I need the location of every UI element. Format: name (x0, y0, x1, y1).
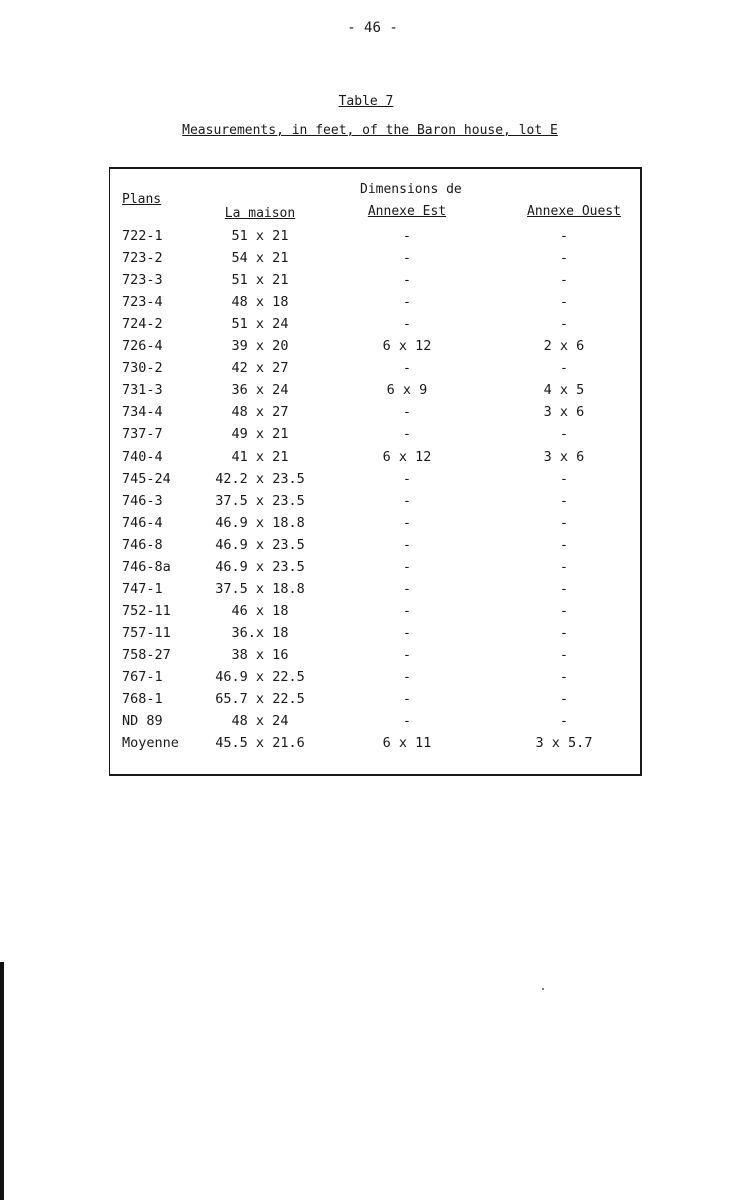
cell-plan: 737-7 (122, 426, 163, 443)
table-subtitle: Measurements, in feet, of the Baron house, lot E (182, 123, 558, 138)
cell-annexe-ouest: 3 x 5.7 (535, 735, 593, 752)
stray-mark (542, 988, 544, 990)
cell-annexe-ouest: 3 x 6 (543, 404, 585, 421)
cell-annexe-est: - (402, 426, 412, 443)
cell-annexe-ouest: - (559, 580, 569, 597)
cell-annexe-est: 6 x 9 (386, 382, 428, 399)
cell-annexe-ouest: - (559, 360, 569, 377)
header-annexe-est: Annexe Est (367, 204, 447, 219)
cell-plan: 734-4 (122, 404, 163, 421)
cell-la-maison: 42 x 27 (231, 360, 289, 377)
table-row (0, 515, 745, 537)
cell-annexe-ouest: 2 x 6 (543, 338, 585, 355)
cell-annexe-est: 6 x 12 (382, 448, 432, 465)
table-row (0, 735, 745, 757)
cell-annexe-ouest: - (559, 713, 569, 730)
table-row (0, 426, 745, 448)
cell-annexe-ouest: - (559, 646, 569, 663)
cell-plan: 758-27 (122, 646, 171, 663)
cell-annexe-est: - (402, 404, 412, 421)
cell-annexe-est: - (402, 228, 412, 244)
cell-annexe-ouest: - (559, 294, 569, 311)
table-row (0, 691, 745, 713)
cell-annexe-ouest: - (559, 272, 569, 289)
cell-la-maison: 48 x 27 (231, 404, 289, 421)
cell-plan: 767-1 (122, 669, 163, 685)
cell-la-maison: 46.9 x 23.5 (215, 536, 305, 553)
cell-plan: 746-8 (122, 536, 163, 553)
cell-plan: 768-1 (122, 691, 163, 708)
cell-annexe-est: - (402, 624, 412, 641)
cell-annexe-ouest: 3 x 6 (543, 448, 585, 465)
cell-annexe-est: - (402, 514, 412, 531)
table-row (0, 493, 745, 515)
cell-annexe-ouest: 4 x 5 (543, 382, 585, 399)
cell-annexe-est: - (402, 646, 412, 663)
cell-annexe-est: - (402, 294, 412, 311)
table-row (0, 449, 745, 471)
cell-plan: 746-8a (122, 558, 171, 575)
cell-la-maison: 38 x 16 (231, 646, 289, 663)
cell-la-maison: 37.5 x 23.5 (215, 492, 305, 509)
cell-plan: 730-2 (122, 360, 163, 377)
table-row (0, 581, 745, 603)
table-row (0, 250, 745, 272)
cell-annexe-est: - (402, 580, 412, 597)
cell-annexe-ouest: - (559, 470, 569, 487)
cell-la-maison: 51 x 24 (231, 316, 289, 333)
cell-annexe-est: - (402, 536, 412, 553)
cell-annexe-ouest: - (559, 492, 569, 509)
cell-la-maison: 51 x 21 (231, 228, 289, 244)
cell-annexe-ouest: - (559, 624, 569, 641)
cell-la-maison: 48 x 24 (231, 713, 289, 730)
header-annexe-ouest: Annexe Ouest (527, 204, 621, 219)
cell-la-maison: 48 x 18 (231, 294, 289, 311)
cell-la-maison: 36 x 24 (231, 382, 289, 399)
cell-plan: 745-24 (122, 470, 171, 487)
cell-annexe-ouest: - (559, 558, 569, 575)
cell-annexe-ouest: - (559, 316, 569, 333)
cell-plan: 723-3 (122, 272, 163, 289)
cell-annexe-est: - (402, 691, 412, 708)
table-row (0, 338, 745, 360)
cell-la-maison: 36.x 18 (231, 624, 289, 641)
cell-annexe-ouest: - (559, 536, 569, 553)
cell-annexe-est: - (402, 602, 412, 619)
table-row (0, 294, 745, 316)
cell-plan: 726-4 (122, 338, 163, 355)
table-row (0, 382, 745, 404)
table-row (0, 559, 745, 581)
cell-plan: 752-11 (122, 602, 171, 619)
cell-plan: 723-2 (122, 250, 163, 267)
table-row (0, 228, 745, 250)
cell-la-maison: 37.5 x 18.8 (215, 580, 305, 597)
cell-plan: 746-4 (122, 514, 163, 531)
cell-plan: 722-1 (122, 228, 163, 244)
cell-la-maison: 51 x 21 (231, 272, 289, 289)
cell-la-maison: 49 x 21 (231, 426, 289, 443)
scan-edge-bar (0, 962, 4, 1200)
table-title: Table 7 (338, 94, 394, 109)
table-row (0, 625, 745, 647)
table-row (0, 404, 745, 426)
cell-plan: 724-2 (122, 316, 163, 333)
cell-la-maison: 42.2 x 23.5 (215, 470, 305, 487)
cell-plan: 757-11 (122, 624, 171, 641)
cell-annexe-ouest: - (559, 602, 569, 619)
cell-annexe-est: - (402, 669, 412, 685)
cell-plan: 731-3 (122, 382, 163, 399)
cell-plan: 746-3 (122, 492, 163, 509)
cell-annexe-est: - (402, 558, 412, 575)
cell-la-maison: 46.9 x 18.8 (215, 514, 305, 531)
table-row (0, 272, 745, 294)
table-row (0, 669, 745, 691)
cell-plan: ND 89 (122, 713, 163, 730)
cell-la-maison: 54 x 21 (231, 250, 289, 267)
table-row (0, 537, 745, 559)
cell-annexe-est: - (402, 713, 412, 730)
table-row (0, 471, 745, 493)
cell-annexe-ouest: - (559, 514, 569, 531)
cell-la-maison: 39 x 20 (231, 338, 289, 355)
cell-la-maison: 46.9 x 22.5 (215, 669, 305, 685)
cell-annexe-ouest: - (559, 250, 569, 267)
cell-annexe-ouest: - (559, 426, 569, 443)
cell-plan: 740-4 (122, 448, 163, 465)
header-la-maison: La maison (224, 206, 296, 221)
header-plans: Plans (122, 192, 162, 207)
cell-annexe-ouest: - (559, 228, 569, 244)
cell-annexe-ouest: - (559, 691, 569, 708)
cell-annexe-est: - (402, 360, 412, 377)
table-row (0, 603, 745, 625)
cell-plan: 747-1 (122, 580, 163, 597)
header-dimensions-group: Dimensions de (360, 182, 462, 197)
table-row (0, 647, 745, 669)
table-row (0, 316, 745, 338)
cell-annexe-est: - (402, 250, 412, 267)
cell-annexe-est: - (402, 272, 412, 289)
cell-annexe-est: - (402, 470, 412, 487)
cell-la-maison: 46 x 18 (231, 602, 289, 619)
table-row (0, 360, 745, 382)
cell-plan: Moyenne (122, 735, 179, 752)
cell-la-maison: 46.9 x 23.5 (215, 558, 305, 575)
cell-annexe-est: - (402, 492, 412, 509)
cell-la-maison: 45.5 x 21.6 (215, 735, 305, 752)
cell-plan: 723-4 (122, 294, 163, 311)
cell-la-maison: 41 x 21 (231, 448, 289, 465)
cell-annexe-est: 6 x 12 (382, 338, 432, 355)
page-number: - 46 - (347, 20, 398, 36)
table-row (0, 713, 745, 735)
cell-annexe-est: 6 x 11 (382, 735, 432, 752)
cell-annexe-est: - (402, 316, 412, 333)
cell-la-maison: 65.7 x 22.5 (215, 691, 305, 708)
cell-annexe-ouest: - (559, 669, 569, 685)
